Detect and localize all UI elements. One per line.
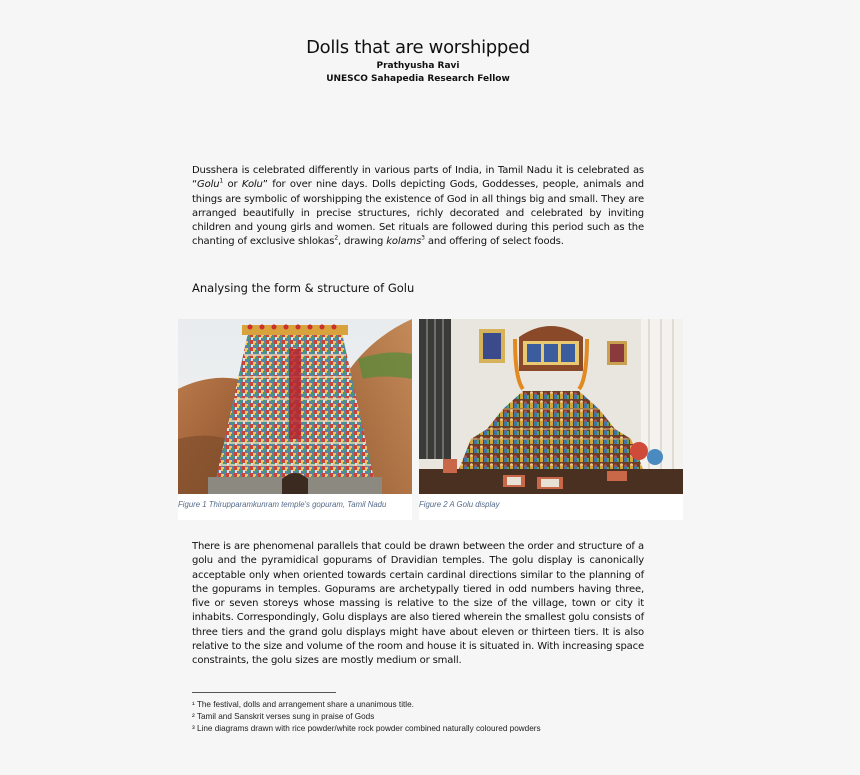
body-paragraph: There is are phenomenal parallels that could be drawn between the order and structure of a golu and the pyramidical gopurams of Dravidian temples. The golu display is canonically acceptable only when oriented towards certain cardinal directions similar to the planning of the gopurams in temples. Gopurams are archetypally tiered in odd numbers having three, five or seven storeys whose massing is relative to the size of the village, town or city it inhabits. Correspondingly, Golu displays are also tiered wherein the smallest golu consists of three tiers and the grand golu displays might have about eleven or thirteen tiers. It is also relative to the size and volume of the room and house it is situated in. With increasing space constraints, the golu sizes are mostly medium or small. bbox=[192, 541, 644, 667]
footnote-2: ² Tamil and Sanskrit verses sung in praise of Gods bbox=[192, 712, 375, 721]
intro-text-3: , drawing bbox=[337, 236, 387, 248]
author-name: Prathyusha Ravi bbox=[376, 61, 460, 71]
intro-text-2: ” for over nine days. Dolls depicting Gods, Goddesses, people, animals and things are symbolic of worshipping the existence of God in all things big and small. They are arranged beautifully in precise structures, richly decorated and celebrated by inviting children and young girls and women. Set rituals are followed during this period such as the chanting of exclusive shlokas bbox=[192, 179, 644, 248]
footnote-divider bbox=[192, 692, 336, 693]
footnote-ref-3: 3 bbox=[421, 235, 425, 243]
intro-paragraph bbox=[192, 164, 644, 250]
intro-text-4: and offering of select foods. bbox=[424, 236, 564, 248]
figure-gopuram bbox=[178, 319, 412, 520]
figure-2-caption: Figure 2 A Golu display bbox=[419, 500, 500, 509]
footnote-ref-1: 1 bbox=[219, 177, 224, 185]
term-kolams: kolams bbox=[386, 236, 422, 248]
section-heading: Analysing the form & structure of Golu bbox=[192, 281, 415, 295]
footnote-ref-2: 2 bbox=[334, 235, 338, 243]
golu-photo bbox=[419, 319, 683, 494]
gopuram-photo bbox=[178, 319, 412, 494]
figure-1-caption: Figure 1 Thirupparamkunram temple's gopuram, Tamil Nadu bbox=[178, 500, 387, 509]
intro-text-or: or bbox=[223, 179, 242, 191]
intro-text-1: Dusshera is celebrated differently in various parts of India, in Tamil Nadu it is celebrated as “ bbox=[192, 165, 644, 191]
document-title: Dolls that are worshipped bbox=[306, 37, 530, 58]
term-kolu: Kolu bbox=[241, 179, 263, 191]
footnote-1: ¹ The festival, dolls and arrangement share a unanimous title. bbox=[192, 700, 414, 709]
term-golu: Golu bbox=[197, 179, 220, 191]
footnote-3: ³ Line diagrams drawn with rice powder/white rock powder combined naturally coloured powders bbox=[192, 724, 541, 733]
figure-golu-display bbox=[419, 319, 683, 520]
author-affiliation: UNESCO Sahapedia Research Fellow bbox=[326, 74, 510, 84]
